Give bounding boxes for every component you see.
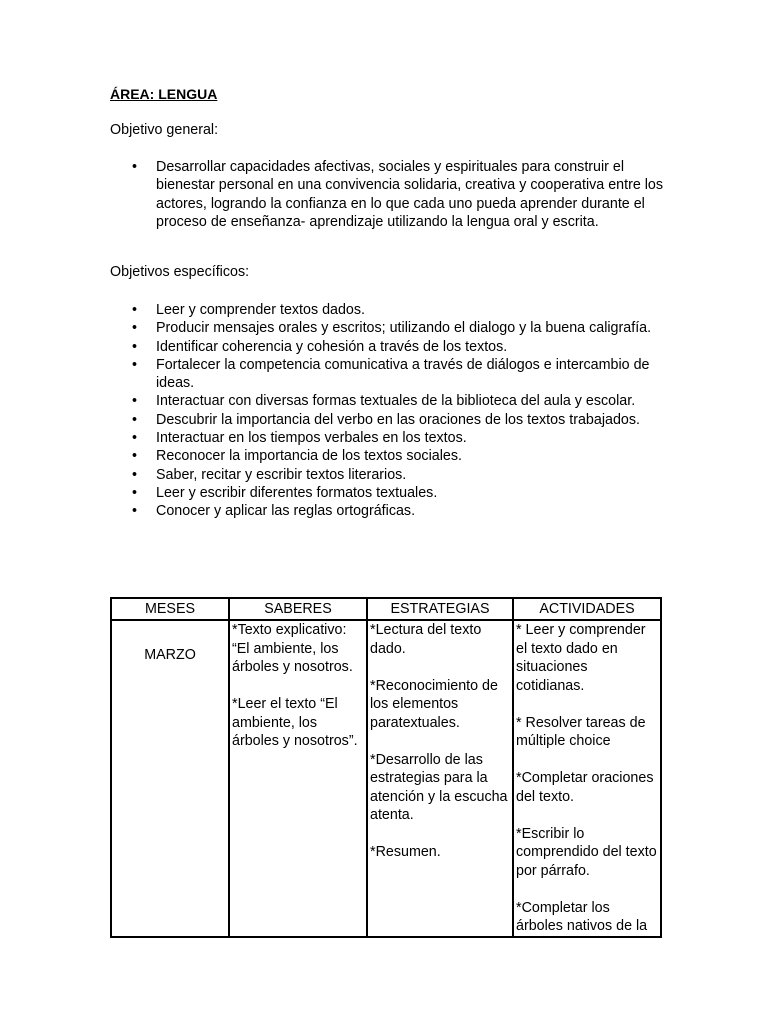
saberes-item: *Leer el texto “El ambiente, los árboles y nosotros”. (232, 696, 358, 749)
list-item: • Producir mensajes orales y escritos; utilizando el dialogo y la buena caligrafía. (110, 319, 670, 337)
estrategias-cell (367, 620, 513, 937)
list-item: • Desarrollar capacidades afectivas, sociales y espirituales para construir el bienestar personal en una convivencia solidaria, creativa y cooperativa entre los actores, logrando la confianza en lo que cada uno pueda aprender durante el proceso de enseñanza- aprendizaje utilizando la lengua oral y escrita. (110, 158, 670, 232)
actividades-item: * Leer y comprender el texto dado en situaciones cotidianas. (516, 622, 646, 694)
header-estrategias: ESTRATEGIAS (367, 598, 513, 620)
table-row (111, 620, 661, 937)
actividades-cell (513, 620, 661, 937)
month-cell (111, 620, 229, 937)
list-item: • Leer y comprender textos dados. (110, 301, 670, 319)
list-item: • Saber, recitar y escribir textos literarios. (110, 466, 670, 484)
list-item: • Reconocer la importancia de los textos sociales. (110, 447, 670, 465)
header-meses: MESES (111, 598, 229, 620)
estrategias-item: *Lectura del texto dado. (370, 622, 482, 657)
estrategias-item: *Resumen. (370, 844, 441, 860)
area-title: ÁREA: LENGUA (110, 86, 218, 102)
list-item: • Identificar coherencia y cohesión a través de los textos. (110, 338, 670, 356)
specific-objectives-label: Objetivos específicos: (110, 264, 250, 280)
actividades-item: *Escribir lo comprendido del texto por párrafo. (516, 825, 657, 879)
actividades-item: *Completar oraciones del texto. (516, 770, 654, 805)
estrategias-item: *Reconocimiento de los elementos paratextuales. (370, 677, 498, 731)
table-header-row (111, 598, 661, 620)
list-item: • Leer y escribir diferentes formatos textuales. (110, 484, 670, 502)
list-item: • Conocer y aplicar las reglas ortográficas. (110, 502, 670, 520)
list-item: • Interactuar con diversas formas textuales de la biblioteca del aula y escolar. (110, 392, 670, 410)
saberes-cell (229, 620, 367, 937)
general-objective-list (110, 158, 670, 232)
list-item: • Fortalecer la competencia comunicativa a través de diálogos e intercambio de ideas. (110, 356, 670, 393)
actividades-item: * Resolver tareas de múltiple choice (516, 714, 646, 749)
actividades-item: *Completar los árboles nativos de la (516, 899, 648, 934)
planning-table (110, 597, 662, 938)
month-label: MARZO (144, 647, 196, 663)
estrategias-item: *Desarrollo de las estrategias para la atención y la escucha atenta. (370, 751, 508, 823)
list-item: • Descubrir la importancia del verbo en las oraciones de los textos trabajados. (110, 411, 670, 429)
general-objective-label: Objetivo general: (110, 122, 219, 138)
list-item: • Interactuar en los tiempos verbales en los textos. (110, 429, 670, 447)
header-saberes: SABERES (229, 598, 367, 620)
specific-objectives-list (110, 301, 670, 521)
header-actividades: ACTIVIDADES (513, 598, 661, 620)
saberes-item: *Texto explicativo: “El ambiente, los árboles y nosotros. (232, 622, 353, 675)
